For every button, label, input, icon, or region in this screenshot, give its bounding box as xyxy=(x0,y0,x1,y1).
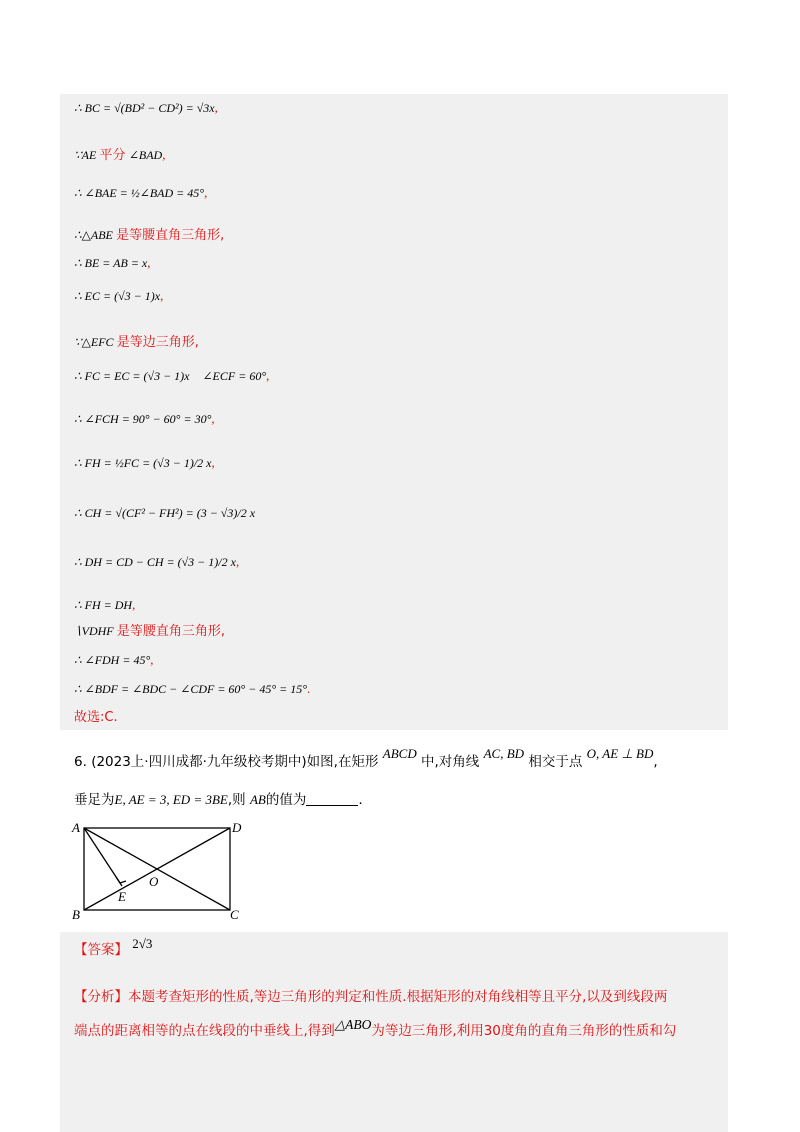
solution-line: ∴ ∠BDF = ∠BDC − ∠CDF = 60° − 45° = 15°. xyxy=(74,681,311,696)
label-o: O xyxy=(149,874,159,889)
label-a: A xyxy=(72,820,80,835)
solution-line: ∴ ∠FDH = 45°, xyxy=(74,652,154,667)
solution-line: ∴ BC = √(BD² − CD²) = √3x, xyxy=(74,100,218,115)
solution-line: ∴ FH = DH, xyxy=(74,597,136,612)
label-e: E xyxy=(118,889,126,904)
solution-line: ∴ ∠BAE = ½∠BAD = 45°, xyxy=(74,185,208,200)
question-number: 6. xyxy=(74,754,87,770)
label-c: C xyxy=(230,907,239,922)
answer-row xyxy=(74,936,153,960)
solution-line: ∵△EFC 是等边三角形, xyxy=(74,335,199,350)
solution-line: ∴△ABE 是等腰直角三角形, xyxy=(74,228,225,243)
question-line-1: 6. (2023上·四川成都·九年级校考期中)如图,在矩形 ABCD 中,对角线 AC, BD 相交于点 O, AE ⊥ BD, xyxy=(74,746,658,770)
rectangle-figure xyxy=(60,815,280,925)
label-d: D xyxy=(232,820,242,835)
solution-line: ∴ CH = √(CF² − FH²) = (3 − √3)/2 x xyxy=(74,506,256,520)
analysis-line-1: 【分析】本题考查矩形的性质,等边三角形的判定和性质.根据矩形的对角线相等且平分,以及到线段两 xyxy=(74,989,668,1005)
solution-line: ∴ EC = (√3 − 1)x, xyxy=(74,288,164,303)
analysis-label: 【分析】 xyxy=(74,989,128,1005)
answer-value: 2√3 xyxy=(132,936,153,951)
solution-line: ∴ BE = AB = x, xyxy=(74,255,151,270)
answer-label: 【答案】 xyxy=(74,942,128,958)
solution-line: ∴ FH = ½FC = (√3 − 1)/2 x, xyxy=(74,455,215,470)
solution-line: ∵AE 平分 ∠BAD, xyxy=(74,147,166,163)
solution-line: ∴ ∠FCH = 90° − 60° = 30°, xyxy=(74,411,215,426)
question-source: (2023上·四川成都·九年级校考期中) xyxy=(91,754,307,770)
label-b: B xyxy=(72,907,80,922)
right-angle-mark xyxy=(116,877,126,883)
question-line-2: 垂足为E, AE = 3, ED = 3BE,则 AB的值为 . xyxy=(74,792,363,808)
solution-choice: 故选:C. xyxy=(74,710,118,725)
answer-blank xyxy=(306,793,358,806)
solution-line: ∴ FC = EC = (√3 − 1)x ∠ECF = 60°, xyxy=(74,368,270,383)
solution-line: ∖VDHF 是等腰直角三角形, xyxy=(74,624,226,639)
solution-line: ∴ DH = CD − CH = (√3 − 1)/2 x, xyxy=(74,554,240,569)
analysis-line-2: 端点的距离相等的点在线段的中垂线上,得到△ABO为等边三角形,利用30度角的直角三角形的性质和勾 xyxy=(74,1017,677,1039)
